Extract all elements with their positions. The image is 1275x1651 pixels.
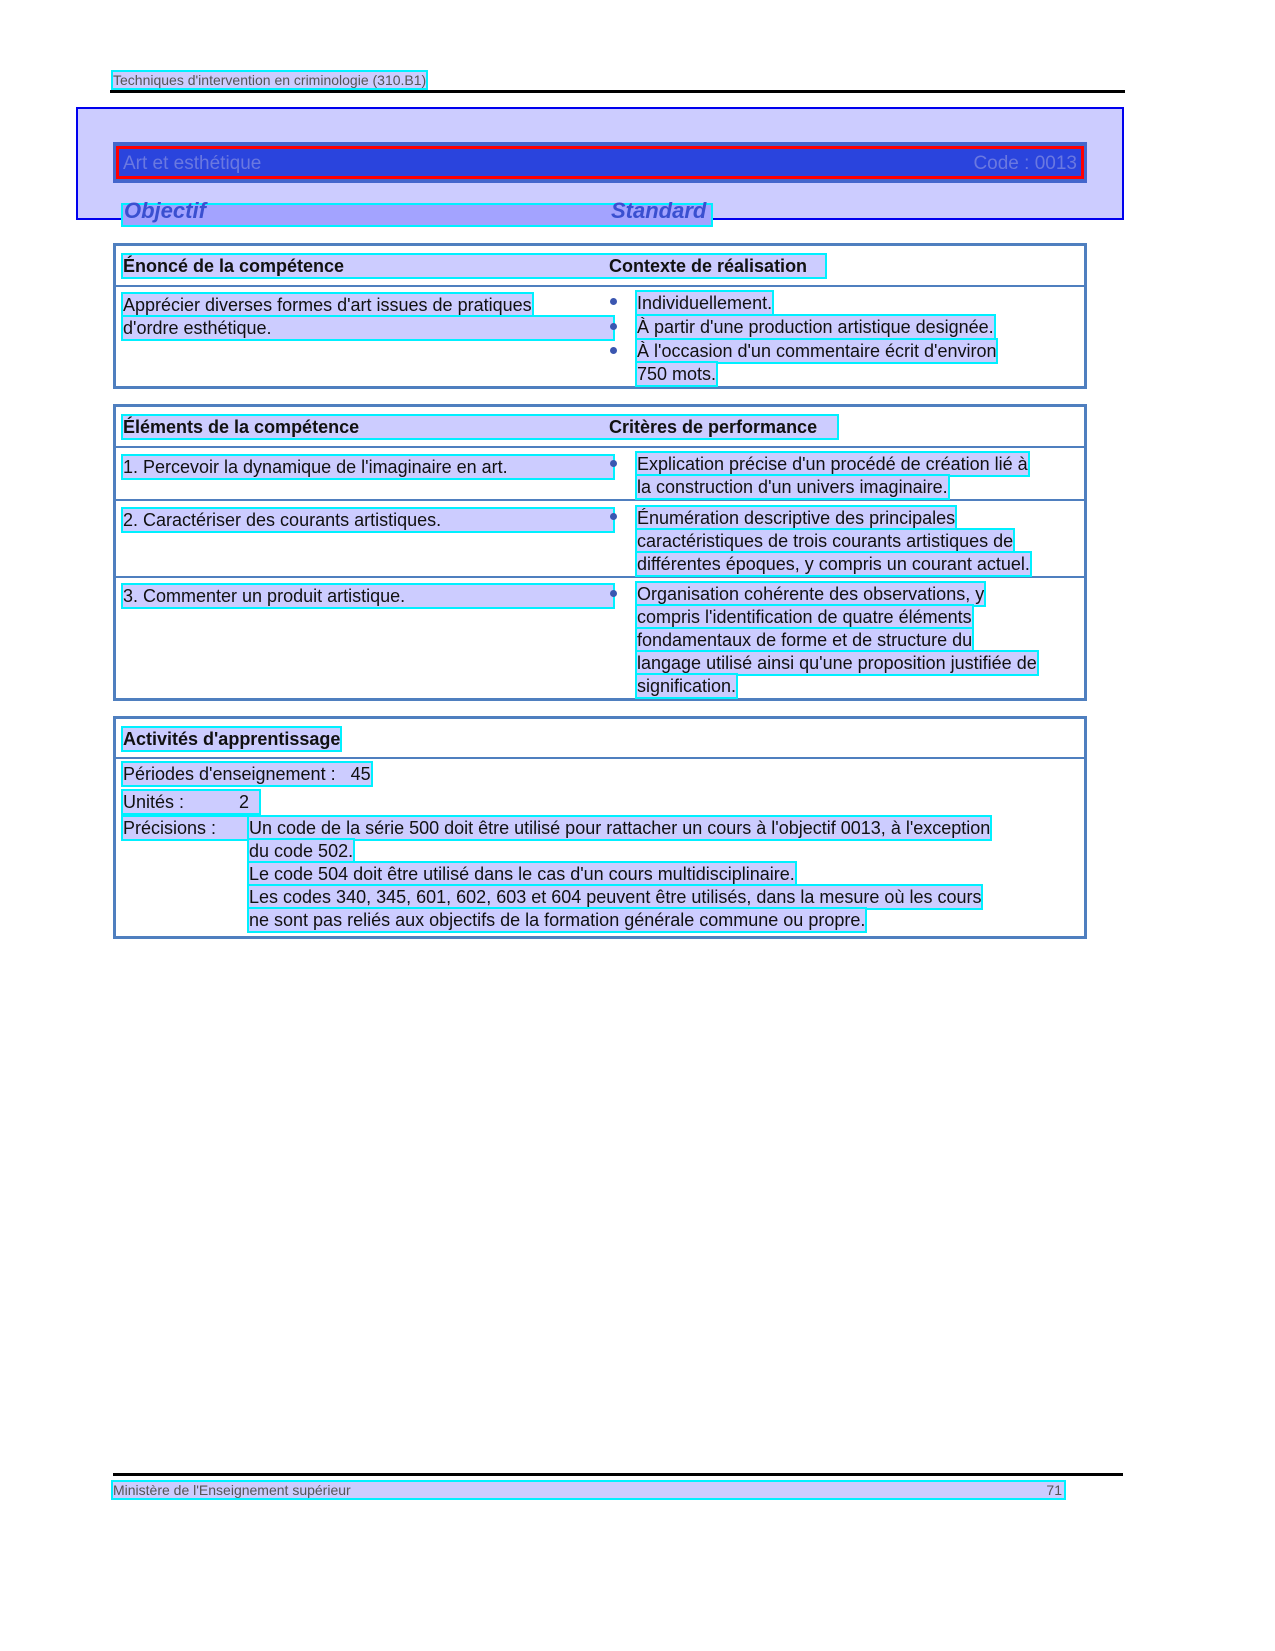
criteria-line: langage utilisé ainsi qu'une proposition justifiée de [637, 653, 1037, 673]
criteria-line: différentes époques, y compris un courant actuel. [637, 554, 1030, 574]
footer [113, 1482, 1064, 1498]
criteria-line: caractéristiques de trois courants artistiques de [637, 531, 1014, 551]
bullet-icon [610, 590, 617, 597]
title-bar [113, 142, 1087, 183]
running-header: Techniques d'intervention en criminologie (310.B1) [113, 72, 427, 88]
divider [113, 285, 1087, 287]
precision-line: Un code de la série 500 doit être utilisé pour rattacher un cours à l'objectif 0013, à l'exception [249, 818, 991, 838]
precision-line: du code 502. [249, 841, 354, 861]
criteria-line: Énumération descriptive des principales [637, 508, 956, 528]
precisions-label: Précisions : [123, 817, 249, 839]
units-value: Unités : 2 [123, 791, 259, 813]
objectif-label: Objectif [124, 198, 206, 223]
footer-text: Ministère de l'Enseignement supérieur [113, 1482, 351, 1498]
statement-line: d'ordre esthétique. [123, 317, 613, 339]
header-rule [110, 90, 1125, 93]
divider [113, 757, 1087, 759]
precision-line: ne sont pas reliés aux objectifs de la formation générale commune ou propre. [249, 910, 866, 930]
criteria-line: Organisation cohérente des observations, y [637, 584, 985, 604]
context-item: 750 mots. [637, 364, 717, 384]
page-number: 71 [1046, 1482, 1062, 1498]
course-title: Art et esthétique [123, 153, 262, 174]
element-item: 3. Commenter un produit artistique. [123, 585, 613, 607]
criteria-line: la construction d'un univers imaginaire. [637, 477, 948, 497]
context-item: Individuellement. [637, 293, 773, 313]
footer-rule [113, 1473, 1123, 1476]
element-item: 2. Caractériser des courants artistiques. [123, 509, 613, 531]
divider [113, 446, 1087, 448]
criteria-line: compris l'identification de quatre éléments [637, 607, 972, 627]
bullet-icon [610, 460, 617, 467]
criteria-line: Explication précise d'un procédé de création lié à [637, 454, 1028, 474]
periods-value: Périodes d'enseignement : 45 [123, 764, 371, 784]
precision-line: Les codes 340, 345, 601, 602, 603 et 604 peuvent être utilisés, dans la mesure où les cours [249, 887, 982, 907]
context-item: À l'occasion d'un commentaire écrit d'environ [637, 341, 997, 361]
activities-header: Activités d'apprentissage [123, 729, 341, 749]
context-item: À partir d'une production artistique designée. [637, 317, 994, 337]
competence-header: Énoncé de la compétence Contexte de réalisation [123, 255, 825, 277]
divider [113, 576, 1087, 578]
bullet-icon [610, 513, 617, 520]
element-item: 1. Percevoir la dynamique de l'imaginaire en art. [123, 456, 613, 478]
course-code: Code : 0013 [973, 153, 1077, 174]
bullet-icon [610, 298, 617, 305]
divider [113, 499, 1087, 501]
criteria-line: fondamentaux de forme et de structure du [637, 630, 973, 650]
statement-line: Apprécier diverses formes d'art issues de pratiques [123, 295, 532, 315]
elements-header: Éléments de la compétence Critères de performance [123, 416, 837, 438]
precision-line: Le code 504 doit être utilisé dans le cas d'un cours multidisciplinaire. [249, 864, 795, 884]
bullet-icon [610, 347, 617, 354]
bullet-icon [610, 323, 617, 330]
standard-label: Standard [611, 198, 707, 223]
criteria-line: signification. [637, 676, 737, 696]
